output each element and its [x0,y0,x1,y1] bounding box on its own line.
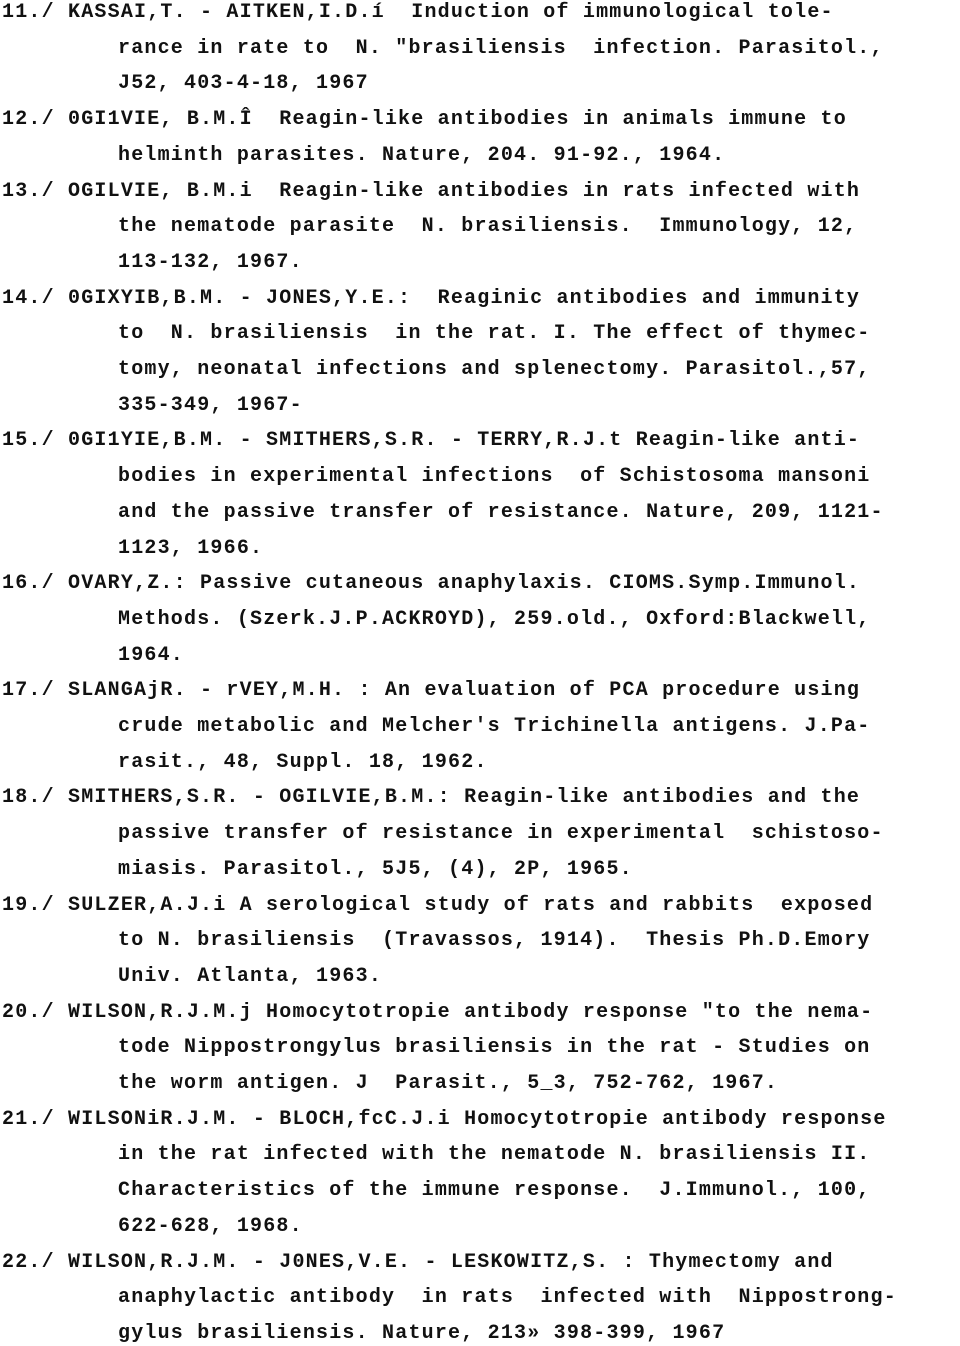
reference-continuation-line: helminth parasites. Nature, 204. 91-92., 1964. [118,143,726,167]
reference-first-line: 22./ WILSON,R.J.M. - J0NES,V.E. - LESKOWITZ,S. : Thymectomy and [2,1250,834,1274]
reference-continuation-line: the worm antigen. J Parasit., 5_3, 752-762, 1967. [118,1072,779,1095]
reference-continuation-line: J52, 403-4-18, 1967 [118,72,369,96]
reference-continuation-line: tode Nippostrongylus brasiliensis in the rat - Studies on [118,1036,871,1060]
reference-first-line: 19./ SULZER,A.J.i A serological study of rats and rabbits exposed [2,893,874,917]
reference-first-line: 12./ 0GI1VIE, B.M.Î Reagin-like antibodies in animals immune to [2,108,847,132]
reference-continuation-line: in the rat infected with the nematode N. brasiliensis II. [118,1143,871,1167]
reference-continuation-line: Methods. (Szerk.J.P.ACKROYD), 259.old., Oxford:Blackwell, [118,607,871,631]
reference-continuation-line: rasit., 48, Suppl. 18, 1962. [118,750,488,774]
reference-continuation-line: to N. brasiliensis in the rat. I. The effect of thymec- [118,322,871,346]
reference-continuation-line: 1123, 1966. [118,536,264,560]
reference-continuation-line: 1964. [118,643,185,667]
reference-continuation-line: and the passive transfer of resistance. Nature, 209, 1121- [118,500,884,524]
reference-continuation-line: Characteristics of the immune response. J.Immunol., 100, [118,1179,871,1203]
reference-continuation-line: Univ. Atlanta, 1963. [118,964,383,988]
reference-continuation-line: bodies in experimental infections of Schistosoma mansoni [118,465,871,489]
reference-first-line: 20./ WILSON,R.J.M.j Homocytotropie antibody response "to the nema- [2,1000,874,1024]
reference-continuation-line: the nematode parasite N. brasiliensis. Immunology, 12, [118,215,858,239]
reference-first-line: 14./ 0GIXYIB,B.M. - JONES,Y.E.: Reaginic antibodies and immunity [2,286,861,310]
reference-continuation-line: rance in rate to N. "brasiliensis infection. Parasitol., [118,36,884,60]
reference-continuation-line: gylus brasiliensis. Nature, 213» 398-399, 1967 [118,1321,726,1345]
reference-first-line: 11./ KASSAI,T. - AITKEN,I.D.í Induction of immunological tole- [2,1,834,24]
reference-continuation-line: tomy, neonatal infections and splenectomy. Parasitol.,57, [118,358,871,381]
reference-continuation-line: miasis. Parasitol., 5J5, (4), 2P, 1965. [118,857,633,881]
reference-first-line: 15./ 0GI1YIE,B.M. - SMITHERS,S.R. - TERRY,R.J.t Reagin-like anti- [2,429,861,453]
reference-first-line: 18./ SMITHERS,S.R. - OGILVIE,B.M.: Reagin-like antibodies and the [2,786,861,810]
reference-continuation-line: passive transfer of resistance in experimental schistoso- [118,822,884,846]
reference-first-line: 21./ WILSONiR.J.M. - BLOCH,fcC.J.i Homocytotropie antibody response [2,1107,887,1131]
reference-continuation-line: 113-132, 1967. [118,250,303,274]
reference-first-line: 17./ SLANGAjR. - rVEY,M.H. : An evaluation of PCA procedure using [2,679,861,703]
reference-continuation-line: 335-349, 1967- [118,393,303,417]
reference-first-line: 13./ OGILVIE, B.M.i Reagin-like antibodies in rats infected with [2,179,861,203]
reference-continuation-line: to N. brasiliensis (Travassos, 1914). Thesis Ph.D.Emory [118,929,871,953]
reference-first-line: 16./ OVARY,Z.: Passive cutaneous anaphylaxis. CIOMS.Symp.Immunol. [2,572,861,596]
reference-continuation-line: anaphylactic antibody in rats infected with Nippostrong- [118,1286,897,1310]
reference-continuation-line: crude metabolic and Melcher's Trichinella antigens. J.Pa- [118,715,871,738]
reference-continuation-line: 622-628, 1968. [118,1214,303,1238]
